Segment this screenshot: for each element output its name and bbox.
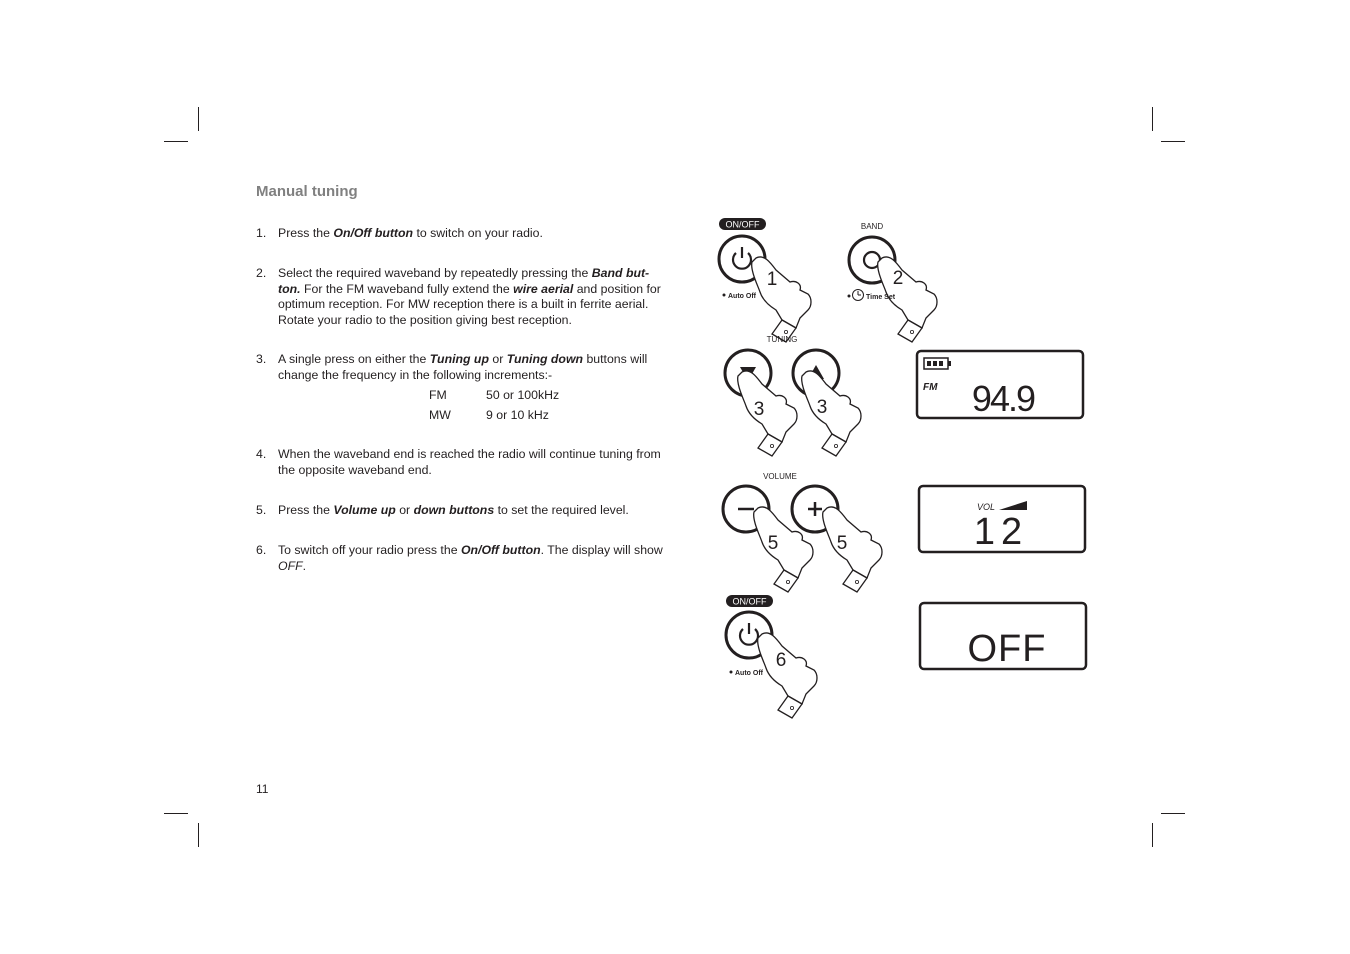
lcd-display-volume	[919, 486, 1085, 553]
step-number: 3.	[256, 352, 267, 366]
callout-number: 6	[775, 650, 787, 671]
step-text: To switch off your radio press the On/Off button. The display will show OFF.	[278, 543, 663, 573]
step-number: 5.	[256, 503, 267, 517]
step-text: Press the On/Off button to switch on your radio.	[278, 226, 543, 240]
on-off-label: ON/OFF	[725, 219, 760, 230]
bullet-icon	[730, 671, 733, 674]
band-label: BAND	[860, 222, 884, 231]
lcd-display-fm	[917, 351, 1083, 419]
time-set-label: Time Set	[866, 294, 896, 301]
finger-icon	[758, 633, 817, 718]
step-text: A single press on either the Tuning up or Tuning down buttons will change the frequency in the following increments:-	[278, 352, 648, 382]
step-number: 1.	[256, 226, 267, 240]
on-off-label: ON/OFF	[732, 596, 767, 607]
increment-value: 50 or 100kHz	[486, 388, 560, 402]
tuning-label: TUNING	[766, 335, 798, 344]
display-volume-level: 12	[973, 511, 1029, 553]
figure-on-off-2	[726, 595, 817, 718]
figure-band	[848, 222, 938, 342]
auto-off-label: Auto Off	[728, 293, 756, 300]
callout-number: 2	[892, 268, 904, 289]
display-off-text: OFF	[967, 628, 1047, 670]
lcd-display-off	[920, 603, 1086, 670]
auto-off-label: Auto Off	[735, 670, 763, 677]
figure-volume	[723, 472, 882, 592]
display-frequency: 94.9	[971, 378, 1034, 419]
figure-on-off	[719, 218, 811, 342]
step-text: Select the required waveband by repeatedly pressing the Band but-ton. For the FM waveband fully extend the wire aerial and position for optimum reception. For MW reception there is a built in ferrite aerial. Rotate your radio to the position giving best reception.	[278, 266, 661, 327]
finger-icon	[752, 257, 811, 342]
finger-icon	[823, 507, 882, 592]
bullet-icon	[723, 294, 726, 297]
step-number: 6.	[256, 543, 267, 557]
figure-tuning	[725, 335, 861, 456]
step-text: Press the Volume up or down buttons to set the required level.	[278, 503, 629, 517]
page-title: Manual tuning	[256, 183, 358, 200]
callout-number: 3	[753, 399, 765, 420]
volume-label: VOLUME	[763, 472, 797, 481]
increment-value: 9 or 10 kHz	[486, 408, 549, 422]
callout-number: 5	[767, 533, 779, 554]
increment-band: MW	[429, 408, 451, 422]
bullet-icon	[848, 295, 851, 298]
display-band: FM	[923, 382, 938, 393]
callout-number: 1	[766, 269, 778, 290]
clock-icon	[853, 290, 864, 301]
increment-band: FM	[429, 388, 447, 402]
step-number: 4.	[256, 447, 267, 461]
display-vol-label: VOL	[977, 502, 996, 512]
callout-number: 5	[836, 533, 848, 554]
step-text: When the waveband end is reached the radio will continue tuning from the opposite waveband end.	[278, 447, 661, 477]
step-number: 2.	[256, 266, 267, 280]
callout-number: 3	[816, 397, 828, 418]
page-number: 11	[256, 782, 269, 796]
